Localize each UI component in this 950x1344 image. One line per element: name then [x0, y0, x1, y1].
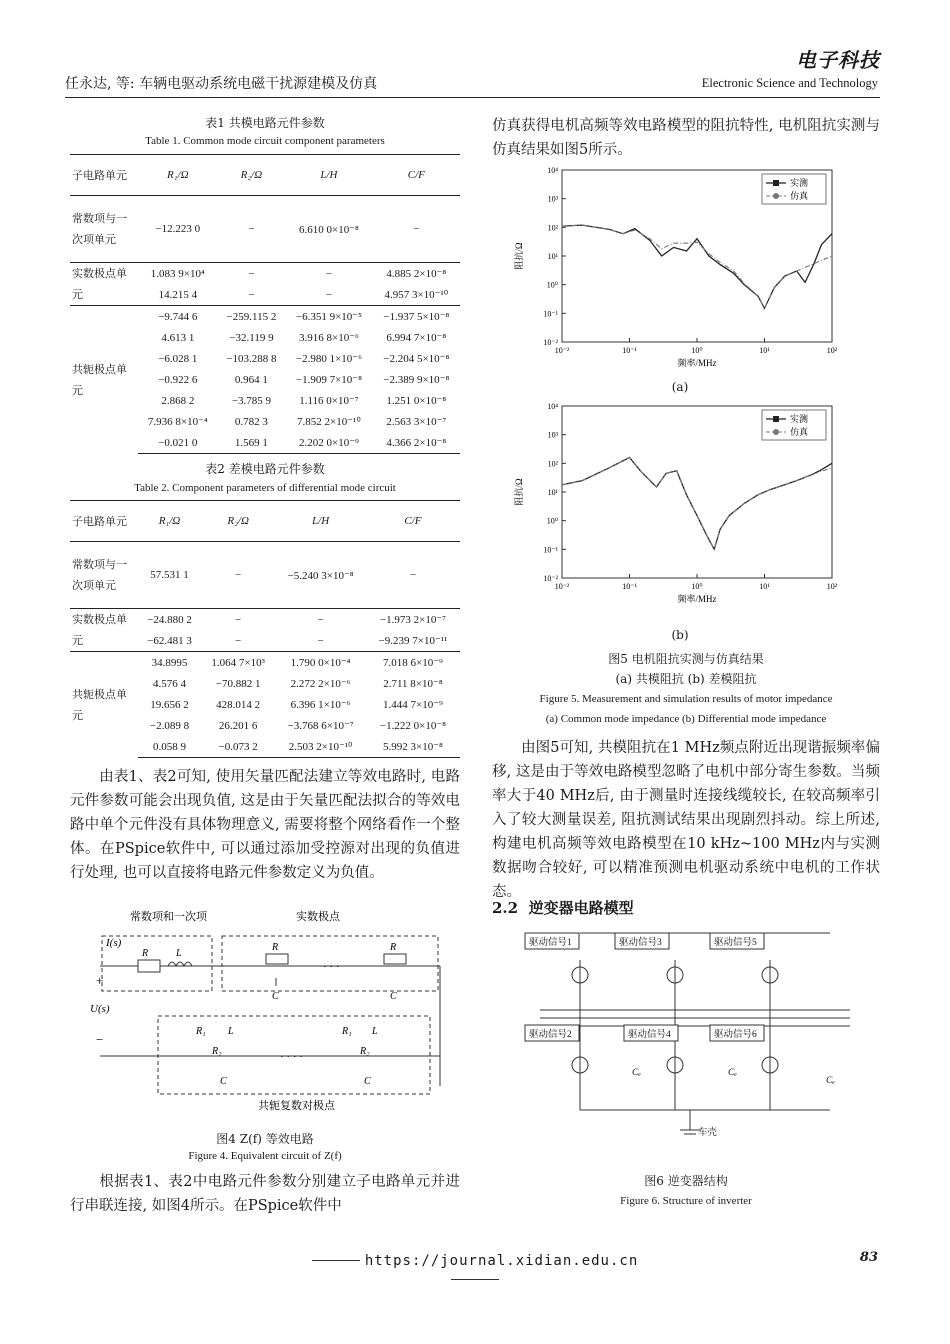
table-cell: −	[248, 288, 255, 301]
fig4-plus: +	[96, 973, 104, 988]
column-header: R₂/Ω	[218, 155, 286, 196]
table-header-row	[70, 155, 460, 196]
table-cell: −62.481 3	[147, 634, 192, 647]
column-header: 子电路单元	[70, 155, 138, 196]
fig4-conj-R1b: R₁	[342, 1026, 352, 1037]
figure5a-chart	[510, 162, 850, 392]
paragraph-right-2-text: 由图5可知, 共模阻抗在1 MHz频点附近出现谐振频率偏移, 这是由于等效电路模型忽略了电机中部分寄生参数。当频率大于40 MHz后, 由于测量时连接线缆较长, 在较高频率引入了较大测量误差, 阻抗测试结果出现剧烈抖动。综上所述, 构建电机高频等效电路模型在10 kHz~100 MHz内与实测数据吻合较好, 可以精准预测电机驱动系统中电机的工作状态。	[492, 740, 880, 900]
table-cell: −24.880 2	[138, 609, 201, 631]
x-tick-label: 10⁰	[691, 582, 703, 591]
row-group-label: 实数极点单元	[70, 609, 138, 652]
x-tick-label: 10¹	[759, 346, 770, 355]
legend-sim-marker	[773, 429, 779, 435]
table-cell: −3.768 6×10⁻⁷	[287, 720, 354, 732]
x-tick-label: 10⁻¹	[622, 582, 637, 591]
fig4-caption-cn: 图4 Z(f) 等效电路	[216, 1132, 314, 1146]
journal-logo: 电子科技	[796, 48, 880, 72]
column-header: 子电路单元	[70, 501, 138, 542]
fig4-resistor-R	[138, 960, 160, 972]
fig5-subcaption-cn: (a) 共模阻抗 (b) 差模阻抗	[615, 672, 757, 686]
table-cell: 4.613 1	[161, 331, 195, 344]
table-cell: 6.396 1×10⁻⁶	[290, 699, 351, 711]
table-row	[70, 542, 460, 609]
fig4-conj-R2b: R₂	[360, 1046, 370, 1057]
fig4-label-conj: 共轭复数对极点	[258, 1100, 335, 1112]
table-cell: 1.251 0×10⁻⁸	[386, 395, 447, 407]
table-cell: −	[366, 542, 460, 609]
y-tick-label: 10⁰	[546, 280, 558, 290]
y-axis-label: 阻抗/Ω	[514, 242, 524, 270]
table-cell: 0.782 3	[234, 415, 268, 428]
fig6-drive-1: 驱动信号1	[529, 938, 572, 948]
y-tick-label: 10⁻¹	[543, 545, 558, 555]
table-cell: 26.201 6	[218, 719, 258, 732]
legend-measured-marker	[773, 180, 779, 186]
table-cell: 1.790 0×10⁻⁴	[275, 652, 366, 674]
fig5-caption-en: Figure 5. Measurement and simulation results of motor impedance	[539, 693, 833, 705]
fig6-drive-2: 驱动信号2	[529, 1030, 572, 1040]
section-title: 逆变器电路模型	[528, 899, 634, 917]
table-cell: −12.223 0	[138, 196, 218, 263]
y-tick-label: 10³	[547, 194, 558, 204]
row-group-label: 共轭极点单元	[70, 652, 138, 758]
fig4-real-R2	[384, 954, 406, 964]
legend-sim-label: 仿真	[790, 427, 809, 437]
table-cell: 57.531 1	[138, 542, 201, 609]
table-cell: −2.204 5×10⁻⁸	[383, 353, 450, 365]
table2-title-en: Table 2. Component parameters of differential mode circuit	[134, 482, 396, 494]
table-cell: −70.882 1	[215, 677, 261, 690]
fig4-real-R2-label: R	[390, 942, 397, 953]
fig4-conj-R1a: R₁	[196, 1026, 206, 1037]
paragraph-right-2	[492, 736, 880, 904]
column-header: L/H	[285, 155, 372, 196]
fig6-ground-label: 车壳	[698, 1128, 718, 1138]
table-row	[70, 609, 460, 631]
paragraph-left-2-text: 根据表1、表2中电路元件参数分别建立子电路单元并进行串联连接, 如图4所示。在PSpice软件中	[70, 1174, 460, 1214]
row-group-label: 常数项与一次项单元	[70, 196, 138, 263]
series-measured-line	[562, 225, 832, 308]
y-tick-label: 10²	[547, 459, 558, 469]
table-cell: 6.994 7×10⁻⁸	[386, 332, 447, 344]
y-axis-label: 阻抗/Ω	[514, 478, 524, 506]
table-cell: −2.980 1×10⁻⁶	[295, 353, 362, 365]
table-row	[70, 652, 460, 674]
x-tick-label: 10¹	[759, 582, 770, 591]
fig4-I: I(s)	[106, 937, 122, 949]
fig4-R-label: R	[142, 948, 149, 959]
table-row	[70, 196, 460, 263]
table-header-row	[70, 501, 460, 542]
row-group-label: 共轭极点单元	[70, 306, 138, 454]
table-cell: −	[218, 263, 286, 285]
column-header: R₂/Ω	[201, 501, 275, 542]
y-tick-label: 10⁻¹	[543, 309, 558, 319]
fig6-ce-2: Cₑ	[728, 1068, 737, 1078]
header-rule	[65, 97, 880, 98]
legend-measured-label: 实测	[790, 414, 809, 424]
fig4-conj-Ca: C	[220, 1076, 227, 1087]
table-cell: −	[201, 542, 275, 609]
table-cell: 6.610 0×10⁻⁸	[285, 196, 372, 263]
fig4-dots-1: · · ·	[323, 961, 340, 973]
x-tick-label: 10⁰	[691, 346, 703, 355]
table-cell: −1.937 5×10⁻⁸	[373, 306, 460, 328]
table-cell: 2.711 8×10⁻⁸	[383, 678, 443, 690]
y-tick-label: 10⁻²	[543, 574, 558, 583]
table-cell: −1.222 0×10⁻⁸	[379, 720, 446, 732]
table2	[70, 500, 460, 758]
table-cell: −	[373, 196, 460, 263]
fig4-real-C1-label: C	[272, 991, 279, 1002]
table-cell: −0.021 0	[138, 432, 218, 454]
paragraph-left-1	[70, 765, 460, 885]
fig6-caption-en: Figure 6. Structure of inverter	[620, 1195, 752, 1207]
page-number: 83	[859, 1250, 878, 1265]
table-cell: −2.389 9×10⁻⁸	[383, 374, 450, 386]
fig6-drive-5: 驱动信号5	[714, 938, 757, 948]
table-cell: 0.964 1	[234, 373, 268, 386]
table-cell: −9.239 7×10⁻¹¹	[378, 635, 448, 647]
column-header: C/F	[373, 155, 460, 196]
table-cell: 2.868 2	[161, 394, 195, 407]
x-tick-label: 10²	[826, 582, 838, 591]
table-cell: 1.083 9×10⁴	[138, 263, 218, 285]
table-cell: 2.563 3×10⁻⁷	[386, 416, 447, 428]
paragraph-left-2	[70, 1170, 460, 1218]
table-cell: −2.089 8	[149, 719, 190, 732]
footer-rule-left	[312, 1260, 360, 1261]
table-cell: 7.018 6×10⁻⁹	[366, 652, 460, 674]
table-cell: −	[201, 609, 275, 631]
table-cell: −32.119 9	[229, 331, 274, 344]
table-cell: 14.215 4	[158, 288, 198, 301]
figure5b-chart	[510, 398, 850, 628]
figure6-inverter	[520, 925, 850, 1140]
table-cell: 4.576 4	[152, 677, 186, 690]
paragraph-left-1-text: 由表1、表2可知, 使用矢量匹配法建立等效电路时, 电路元件参数可能会出现负值, 这是由于矢量匹配法拟合的等效电路中单个元件没有具体物理意义, 需要将整个网络看作一个整体。在PSpice软件中, 可以通过添加受控源对出现的负值进行处理, 也可以直接将电路元件参数定义为负值。	[70, 769, 460, 881]
fig4-minus: −	[96, 1032, 104, 1047]
y-tick-label: 10¹	[547, 252, 558, 261]
legend-sim-marker	[773, 193, 779, 199]
table-cell: 3.916 8×10⁻⁶	[298, 332, 359, 344]
x-tick-label: 10⁻²	[554, 346, 570, 355]
table-cell: −	[325, 288, 333, 301]
column-header: L/H	[275, 501, 366, 542]
figure4-circuit	[80, 906, 450, 1116]
legend-measured-label: 实测	[790, 178, 809, 188]
x-tick-label: 10⁻²	[554, 582, 570, 591]
fig6-ce-3: Cₑ	[826, 1076, 835, 1086]
y-tick-label: 10²	[547, 223, 558, 233]
fig6-drive-4: 驱动信号4	[628, 1030, 671, 1040]
footer-rule-right	[451, 1279, 499, 1280]
table-cell: −9.744 6	[138, 306, 218, 328]
table-cell: 19.656 2	[150, 698, 189, 711]
table-cell: −6.351 9×10⁻⁵	[285, 306, 372, 328]
fig5a-label: (a)	[671, 380, 689, 394]
fig4-label-const: 常数项和一次项	[130, 911, 207, 923]
table-cell: −1.909 7×10⁻⁸	[295, 374, 362, 386]
table-cell: 7.936 8×10⁻⁴	[147, 416, 208, 428]
series-sim-line	[562, 458, 832, 550]
fig6-ce-1: Cₑ	[632, 1068, 641, 1078]
table1	[70, 154, 460, 454]
table-cell: 1.116 0×10⁻⁷	[299, 395, 359, 407]
x-axis-label: 频率/MHz	[677, 594, 717, 604]
fig4-conj-Lb: L	[372, 1026, 378, 1037]
table-cell: −	[218, 196, 286, 263]
fig6-drive-6: 驱动信号6	[714, 1030, 757, 1040]
table-cell: −103.288 8	[226, 352, 277, 365]
table-cell: 4.366 2×10⁻⁸	[373, 432, 460, 454]
column-header: R₁/Ω	[138, 501, 201, 542]
fig4-real-C2-label: C	[390, 991, 397, 1002]
fig4-L-label: L	[176, 948, 182, 959]
fig5b-label: (b)	[671, 628, 689, 642]
fig4-label-real: 实数极点	[296, 911, 340, 923]
table-cell: 5.992 3×10⁻⁸	[366, 736, 460, 758]
fig4-conj-R2a: R₂	[212, 1046, 222, 1057]
section-heading	[492, 897, 634, 918]
x-tick-label: 10²	[826, 346, 838, 355]
y-tick-label: 10¹	[547, 488, 558, 497]
column-header: C/F	[366, 501, 460, 542]
x-axis-label: 频率/MHz	[677, 358, 717, 368]
fig4-inductor-L	[168, 962, 192, 966]
x-tick-label: 10⁻¹	[622, 346, 637, 355]
fig5-subcaption-en: (a) Common mode impedance (b) Differential mode impedance	[545, 713, 827, 725]
fig4-caption-en: Figure 4. Equivalent circuit of Z(f)	[188, 1150, 342, 1162]
table-cell: 34.8995	[138, 652, 201, 674]
fig4-U: U(s)	[90, 1003, 110, 1015]
table-cell: −	[235, 634, 242, 647]
table-cell: 1.569 1	[218, 432, 286, 454]
table-cell: 4.885 2×10⁻⁸	[373, 263, 460, 285]
y-tick-label: 10³	[547, 430, 558, 440]
table-cell: 4.957 3×10⁻¹⁰	[384, 289, 449, 301]
journal-name: Electronic Science and Technology	[701, 76, 878, 90]
y-tick-label: 10⁴	[547, 166, 558, 175]
footer-url-line	[290, 1250, 660, 1288]
table-cell: 2.272 2×10⁻⁶	[290, 678, 351, 690]
table-cell: −0.073 2	[201, 736, 275, 758]
table-cell: 428.014 2	[216, 698, 261, 711]
table-cell: −5.240 3×10⁻⁸	[275, 542, 366, 609]
table-cell: 7.852 2×10⁻¹⁰	[297, 416, 361, 428]
legend-sim-label: 仿真	[790, 191, 809, 201]
series-sim-line	[562, 225, 832, 308]
row-group-label: 常数项与一次项单元	[70, 542, 138, 609]
table1-title-en: Table 1. Common mode circuit component parameters	[145, 135, 385, 147]
y-tick-label: 10⁰	[546, 516, 558, 526]
running-title: 任永达, 等: 车辆电驱动系统电磁干扰源建模及仿真	[65, 76, 378, 92]
fig4-real-R1	[266, 954, 288, 964]
section-number: 2.2	[492, 899, 519, 917]
column-header: R₁/Ω	[138, 155, 218, 196]
table-row	[70, 306, 460, 328]
table-cell: −	[317, 634, 324, 647]
fig4-conj-La: L	[228, 1026, 234, 1037]
table-cell: −	[285, 263, 372, 285]
paragraph-right-1: 仿真获得电机高频等效电路模型的阻抗特性, 电机阻抗实测与仿真结果如图5所示。	[492, 118, 880, 158]
table-row	[70, 263, 460, 285]
table-cell: −	[275, 609, 366, 631]
table-cell: −259.115 2	[218, 306, 286, 328]
table1-title-cn: 表1 共模电路元件参数	[205, 116, 325, 130]
table-cell: −6.028 1	[158, 352, 198, 365]
fig5-caption-cn: 图5 电机阻抗实测与仿真结果	[608, 652, 764, 666]
table-cell: −0.922 6	[158, 373, 198, 386]
fig4-dots-2: · · · ·	[280, 1051, 303, 1063]
fig6-drive-3: 驱动信号3	[619, 938, 662, 948]
fig4-real-R1-label: R	[272, 942, 279, 953]
table-cell: 0.058 9	[138, 736, 201, 758]
fig6-caption-cn: 图6 逆变器结构	[644, 1174, 728, 1188]
table-cell: 2.503 2×10⁻¹⁰	[275, 736, 366, 758]
y-tick-label: 10⁻²	[543, 338, 558, 347]
table-cell: −1.973 2×10⁻⁷	[366, 609, 460, 631]
table-cell: 2.202 0×10⁻⁹	[285, 432, 372, 454]
table-cell: −3.785 9	[231, 394, 272, 407]
y-tick-label: 10⁴	[547, 402, 558, 411]
fig4-conj-Cb: C	[364, 1076, 371, 1087]
table2-title-cn: 表2 差模电路元件参数	[205, 462, 325, 476]
row-group-label: 实数极点单元	[70, 263, 138, 306]
table-cell: 1.444 7×10⁻⁹	[383, 699, 443, 711]
footer-url[interactable]: https://journal.xidian.edu.cn	[364, 1253, 639, 1269]
legend-measured-marker	[773, 416, 779, 422]
table-cell: 1.064 7×10³	[201, 652, 275, 674]
